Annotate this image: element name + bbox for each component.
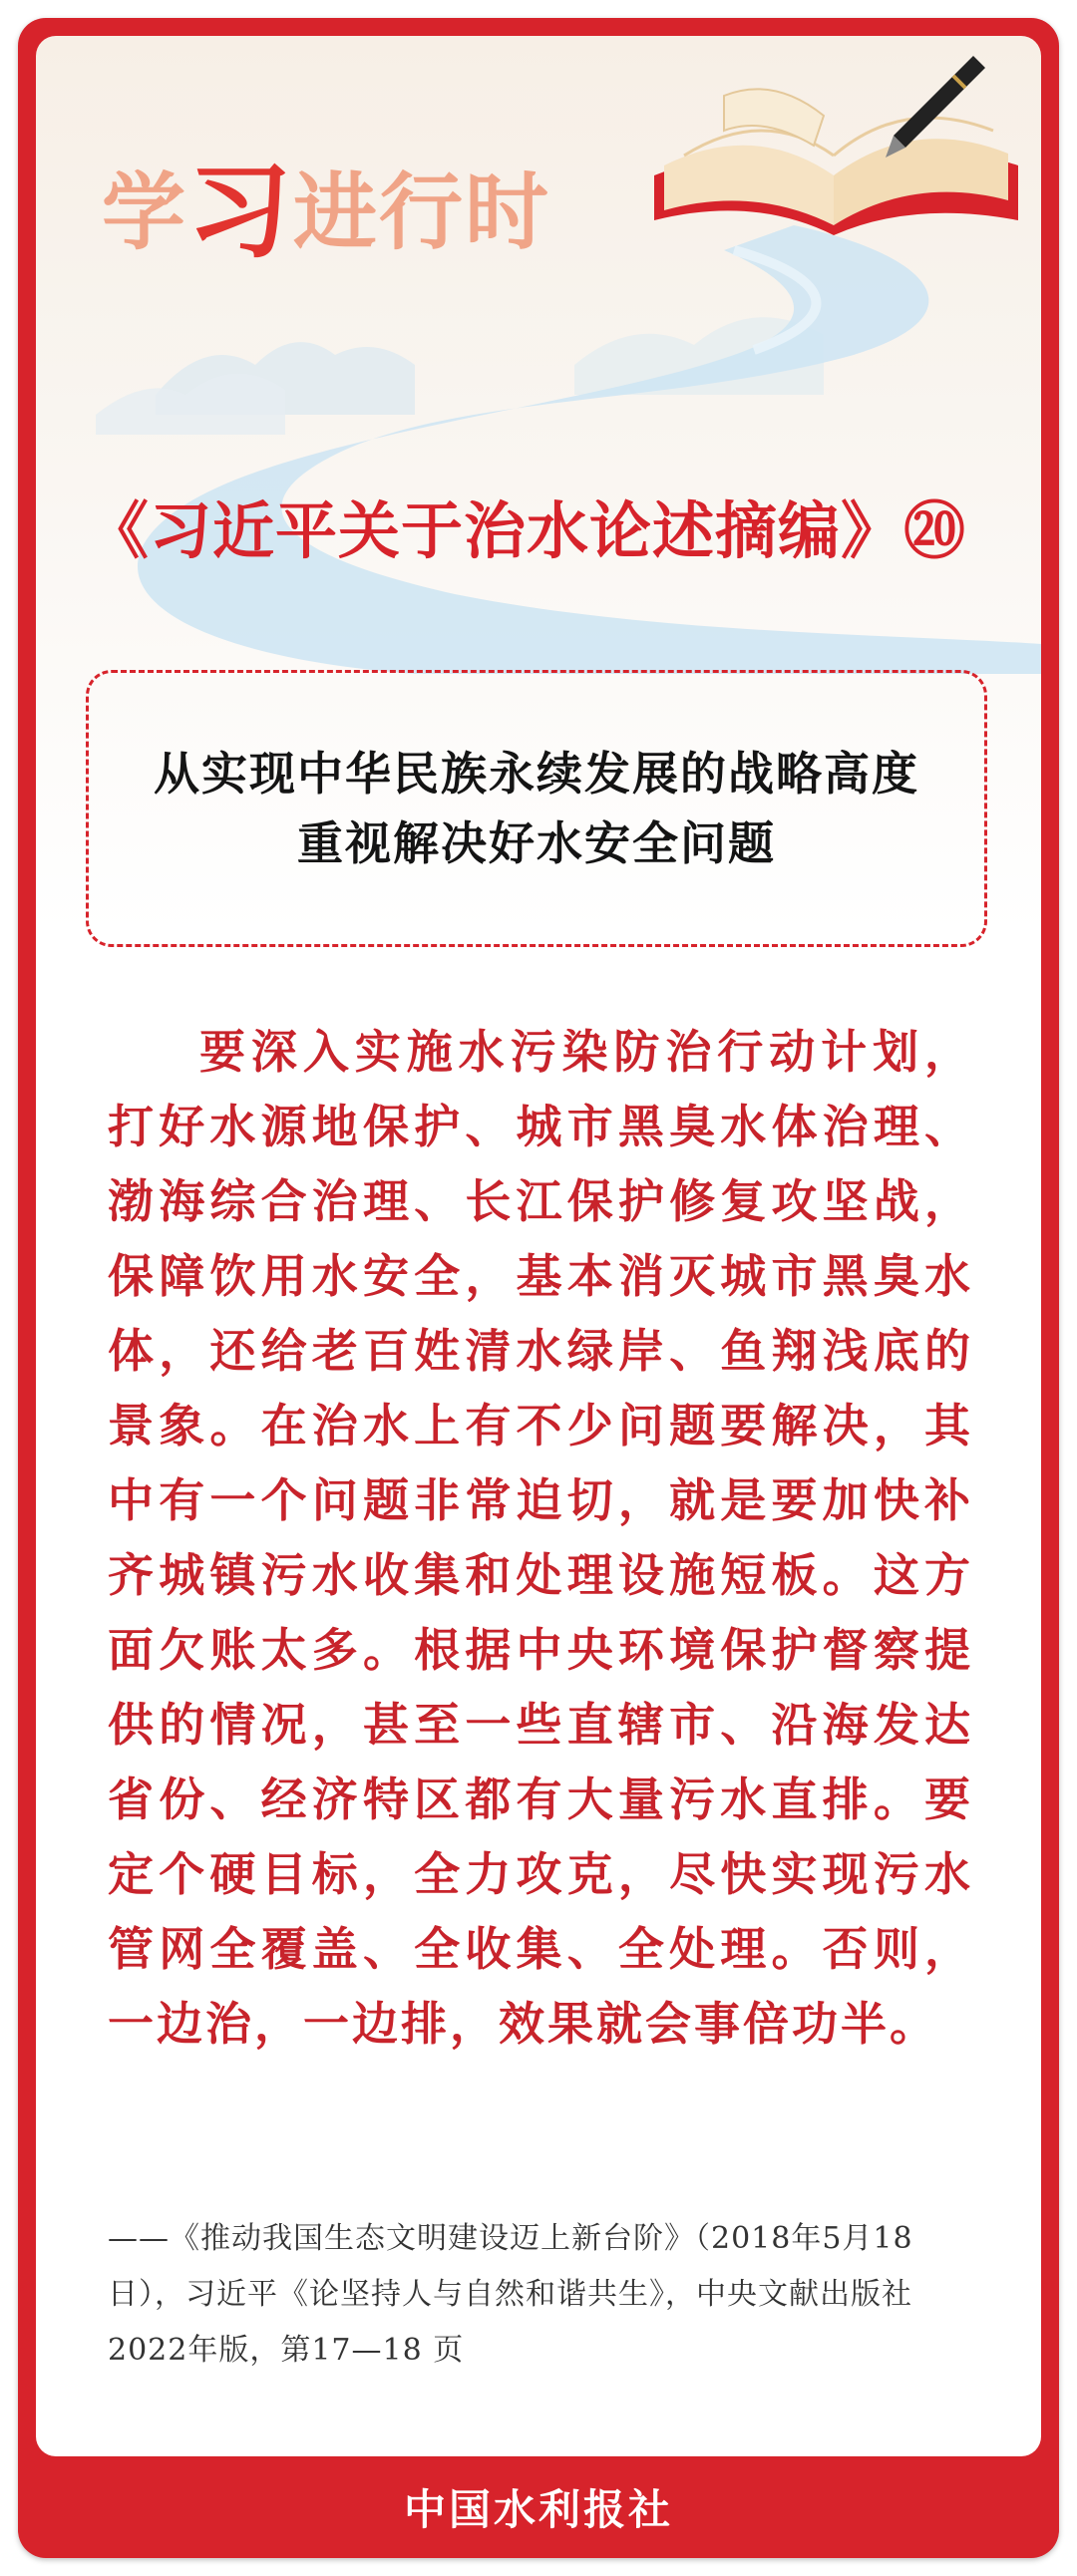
column-brand [102,151,551,272]
subtitle-box [86,670,987,947]
subtitle-line-1: 从实现中华民族永续发展的战略高度 [154,747,919,801]
open-book-icon [654,89,1018,235]
brand-char: 学 [102,163,188,261]
publisher-footer: 中国水利报社 [403,2485,673,2534]
quote-body: 要深入实施水污染防治行动计划，打好水源地保护、城市黑臭水体治理、渤海综合治理、长江保护修复攻坚战，保障饮用水安全，基本消灭城市黑臭水体，还给老百姓清水绿岸、鱼翔浅底的景象。在治水上有不少问题要解决，其中有一个问题非常迫切，就是要加快补齐城镇污水收集和处理设施短板。这方面欠账太多。根据中央环境保护督察提供的情况，甚至一些直辖市、沿海发达省份、经济特区都有大量污水直排。要定个硬目标，全力攻克，尽快实现污水管网全覆盖、全收集、全处理。否则，一边治，一边排，效果就会事倍功半。 [108,1025,973,2051]
brand-char-big: 习 [187,151,294,272]
page-title: 《习近平关于治水论述摘编》⑳ [86,494,966,567]
landscape-illustration [36,36,1041,674]
source-citation: ——《推动我国生态文明建设迈上新台阶》（2018年5月18日），习近平《论坚持人与自然和谐共生》，中央文献出版社2022年版，第17—18 页 [108,2221,913,2368]
brand-rest: 进行时 [293,163,551,261]
subtitle-line-2: 重视解决好水安全问题 [297,816,776,870]
